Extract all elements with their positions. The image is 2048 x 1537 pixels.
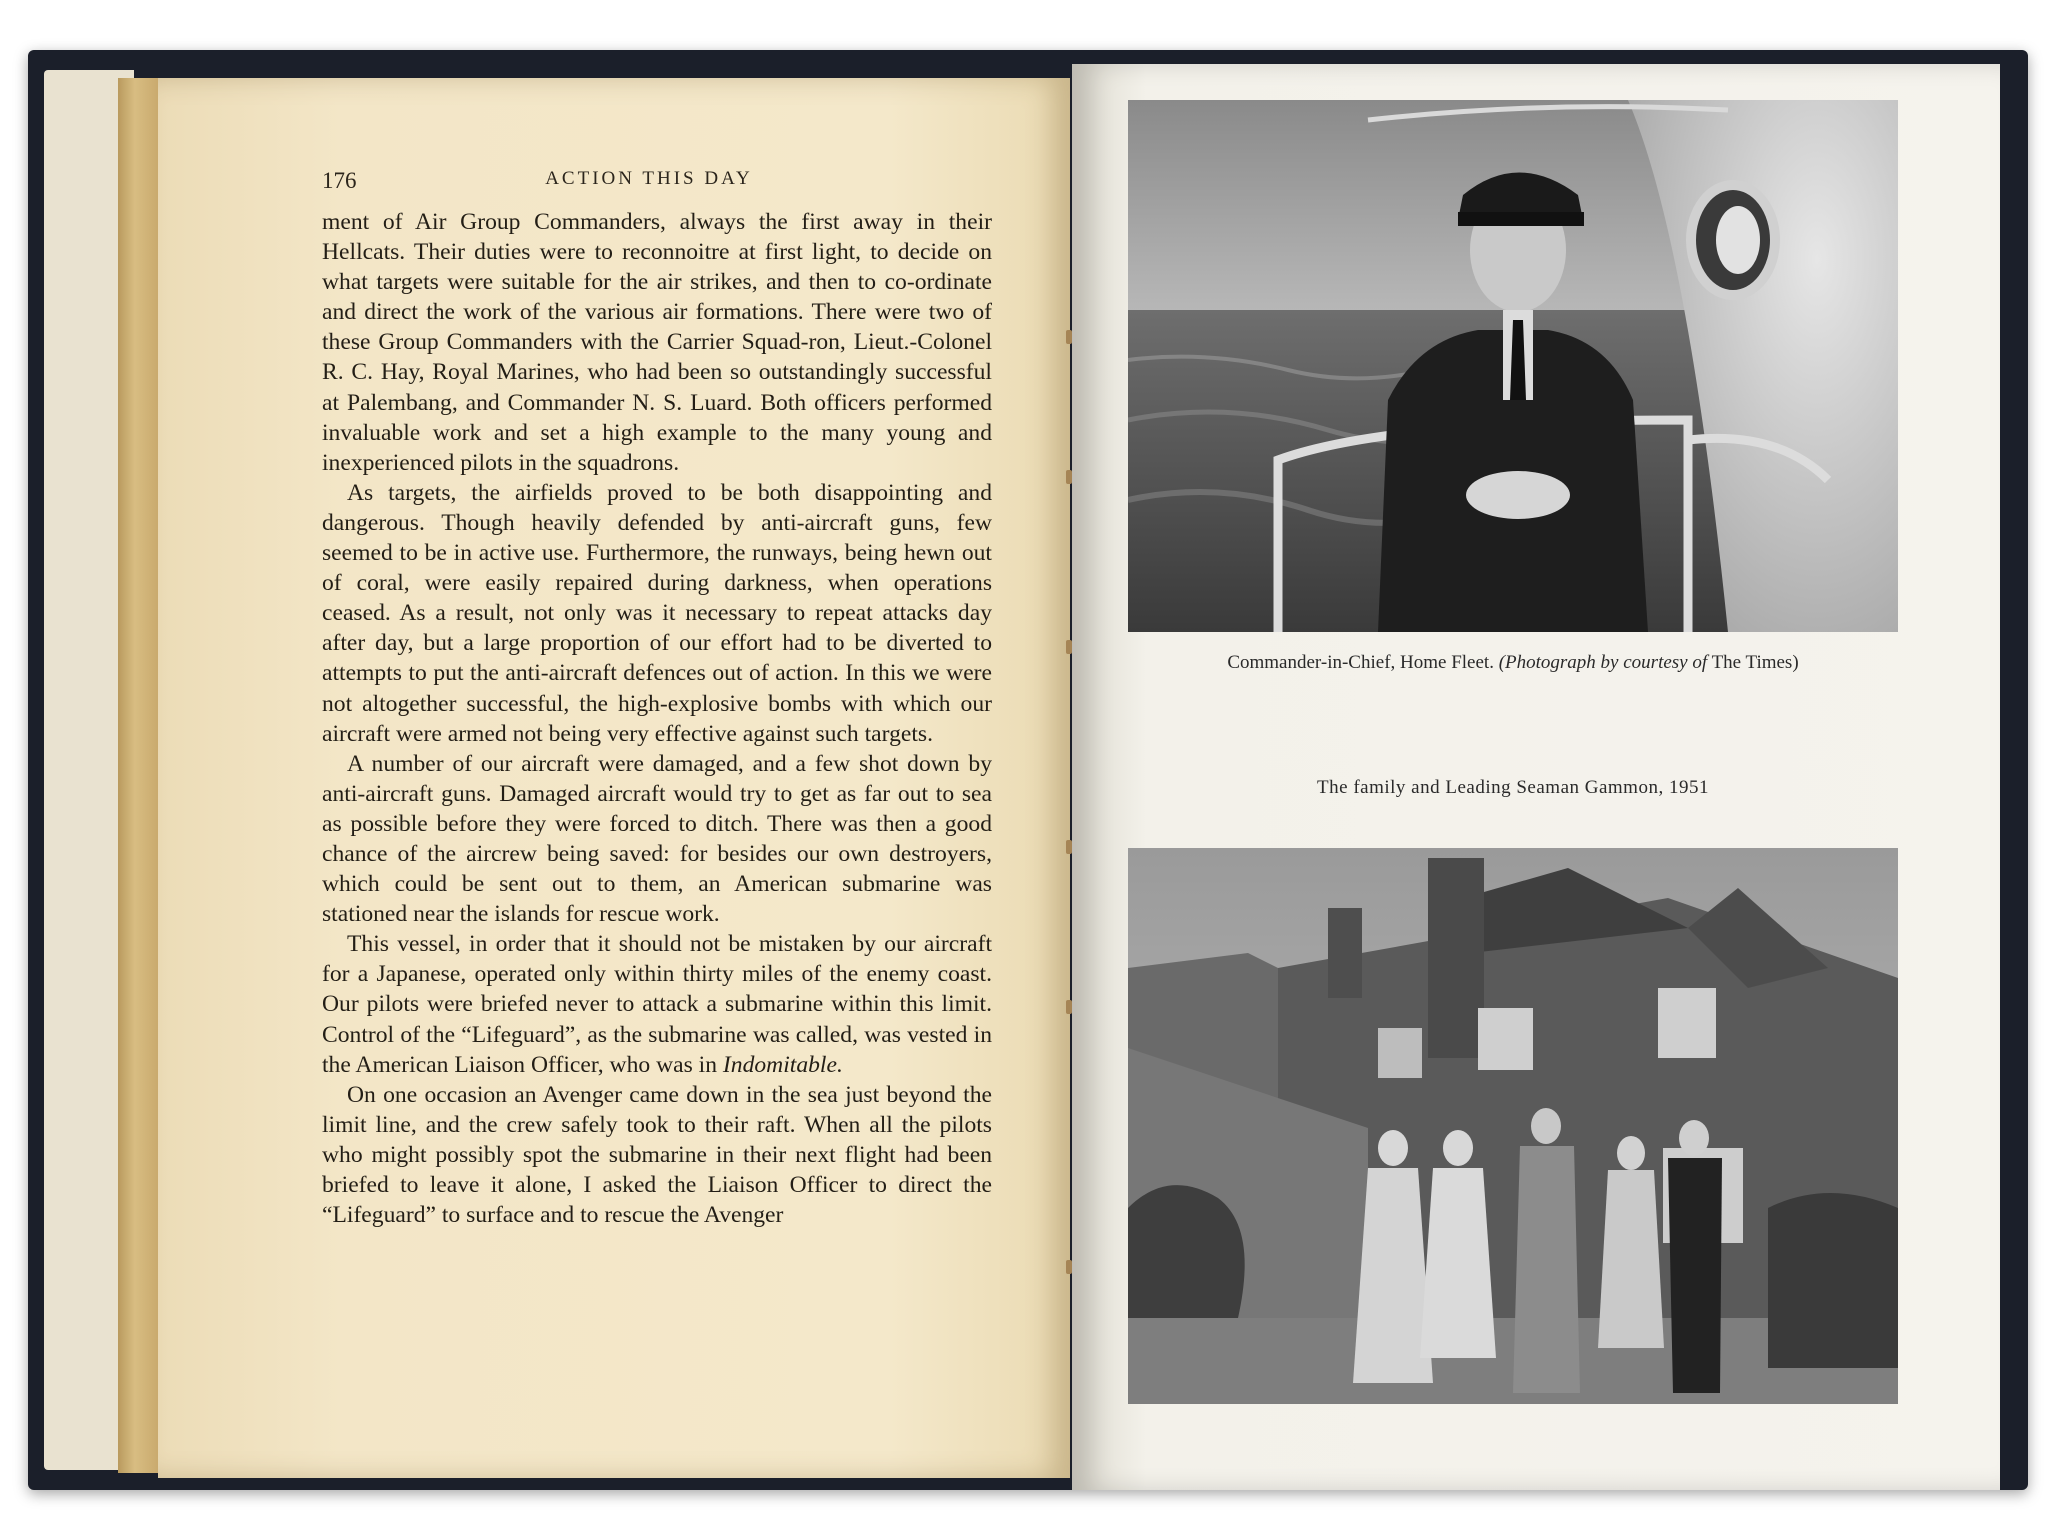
- ship-name: Indomitable.: [722, 1051, 843, 1078]
- commander-photo-illustration: [1128, 100, 1898, 632]
- caption-credit: (Photograph by courtesy of: [1498, 652, 1708, 673]
- caption-family: The family and Leading Seaman Gammon, 1951: [1317, 777, 1709, 798]
- paragraph: As targets, the airfields proved to be both disappointing and dangerous. Though heavily defended by anti-aircraft guns, few seemed to be in active use. Furthermore, the runways, being hewn out of coral, were easily repaired during darkness, when operations ceased. As a result, not only was it necessary to repeat attacks day after day, but a large proportion of our effort had to be diverted to attempts to put the anti-aircraft defences out of action. In this we were not altogether successful, the high-explosive bombs with which our aircraft were armed not being very effective against such targets.: [322, 479, 992, 747]
- paragraph-text: This vessel, in order that it should not be mistaken by our aircraft for a Japanese, operated only within thirty miles of the enemy coast. Our pilots were briefed never to attack a submarine within this limit. Control of the “Lifeguard”, as the submarine was called, was vested in the American Liaison Officer, who was in: [322, 931, 992, 1078]
- running-head: [322, 168, 976, 208]
- paragraph: ment of Air Group Commanders, always the first away in their Hellcats. Their duties were to reconnoitre at first light, to decide on what targets were suitable for the air strikes, and then to co-ordinate and direct the work of the various air formations. There were two of these Group Commanders with the Carrier Squad-ron, Lieut.-Colonel R. C. Hay, Royal Marines, who had been so outstandingly successful at Palembang, and Commander N. S. Luard. Both officers performed invaluable work and set a high example to the many young and inexperienced pilots in the squadrons.: [322, 209, 992, 476]
- photo-commander: [1128, 100, 1898, 632]
- page-edges: [118, 78, 160, 1473]
- page-number: 176: [322, 168, 357, 193]
- family-photo-illustration: [1128, 848, 1898, 1404]
- running-title: ACTION THIS DAY: [545, 168, 753, 189]
- photo-family: [1128, 848, 1898, 1404]
- caption-commander: [1128, 652, 1898, 674]
- paragraph: A number of our aircraft were damaged, and a few shot down by anti-aircraft guns. Damaged aircraft would try to get as far out to sea as possible before they were forced to ditch. There was then a good chance of the aircrew being saved: for besides our own destroyers, which could be sent out to them, an American submarine was stationed near the islands for rescue work.: [322, 750, 992, 928]
- caption-text: Commander-in-Chief, Home Fleet.: [1227, 652, 1494, 673]
- caption-source: The Times): [1711, 652, 1799, 673]
- paragraph: On one occasion an Avenger came down in the sea just beyond the limit line, and the crew safely took to their raft. When all the pilots who might possibly spot the submarine in their next flight had been briefed to leave it alone, I asked the Liaison Officer to direct the “Lifeguard” to surface and to rescue the Avenger: [322, 1081, 992, 1229]
- body-text: [322, 207, 992, 1230]
- paragraph: [322, 929, 992, 1079]
- right-page: [1072, 64, 2000, 1490]
